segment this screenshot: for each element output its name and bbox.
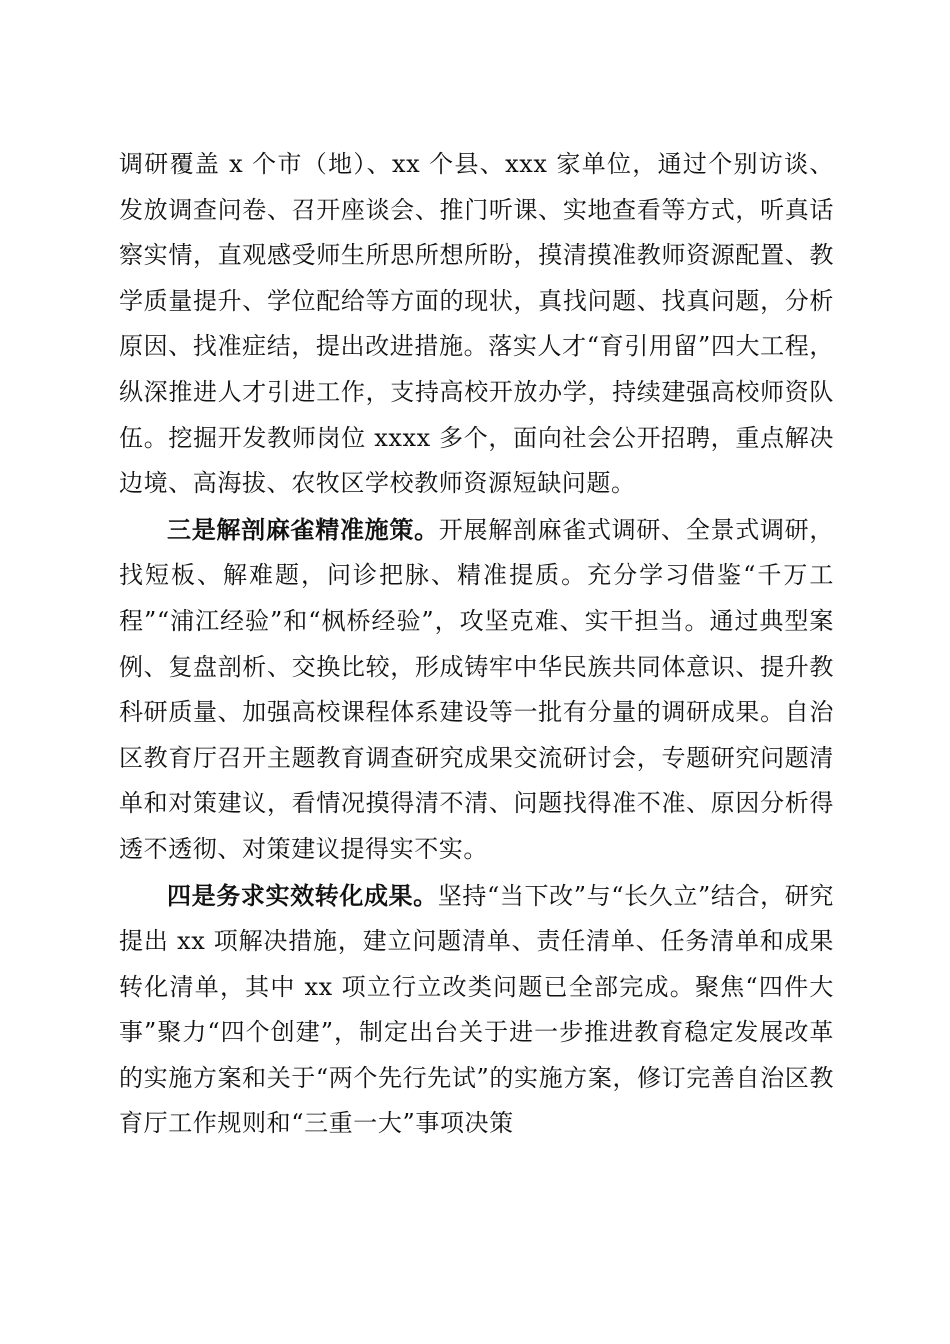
paragraph-3 bbox=[119, 873, 834, 1148]
document-body bbox=[119, 142, 834, 1147]
paragraph-3-heading: 四是务求实效转化成果。 bbox=[167, 880, 438, 910]
paragraph-2-text: 开展解剖麻雀式调研、全景式调研，找短板、解难题，问诊把脉、精准提质。充分学习借鉴“千万工程”“浦江经验”和“枫桥经验”，攻坚克难、实干担当。通过典型案例、复盘剖析、交换比较，形成铸牢中华民族共同体意识、提升教科研质量、加强高校课程体系建设等一批有分量的调研成果。自治区教育厅召开主题教育调查研究成果交流研讨会，专题研究问题清单和对策建议，看情况摸得清不清、问题找得准不准、原因分析得透不透彻、对策建议提得实不实。 bbox=[119, 515, 834, 863]
paragraph-3-text: 坚持“当下改”与“长久立”结合，研究提出 xx 项解决措施，建立问题清单、责任清单、任务清单和成果转化清单，其中 xx 项立行立改类问题已全部完成。聚焦“四件大事”聚力“四个创建”，制定出台关于进一步推进教育稳定发展改革的实施方案和关于“两个先行先试”的实施方案，修订完善自治区教育厅工作规则和“三重一大”事项决策 bbox=[119, 881, 834, 1138]
paragraph-1-text: 调研覆盖 x 个市（地）、xx 个县、xxx 家单位，通过个别访谈、发放调查问卷、召开座谈会、推门听课、实地查看等方式，听真话察实情，直观感受师生所思所想所盼，摸清摸准教师资源配置、教学质量提升、学位配给等方面的现状，真找问题、找真问题，分析原因、找准症结，提出改进措施。落实人才“育引用留”四大工程，纵深推进人才引进工作，支持高校开放办学，持续建强高校师资队伍。挖掘开发教师岗位 xxxx 多个，面向社会公开招聘，重点解决边境、高海拔、农牧区学校教师资源短缺问题。 bbox=[119, 150, 834, 498]
paragraph-2 bbox=[119, 507, 834, 873]
paragraph-2-heading: 三是解剖麻雀精准施策。 bbox=[167, 514, 439, 544]
paragraph-1 bbox=[119, 142, 834, 507]
